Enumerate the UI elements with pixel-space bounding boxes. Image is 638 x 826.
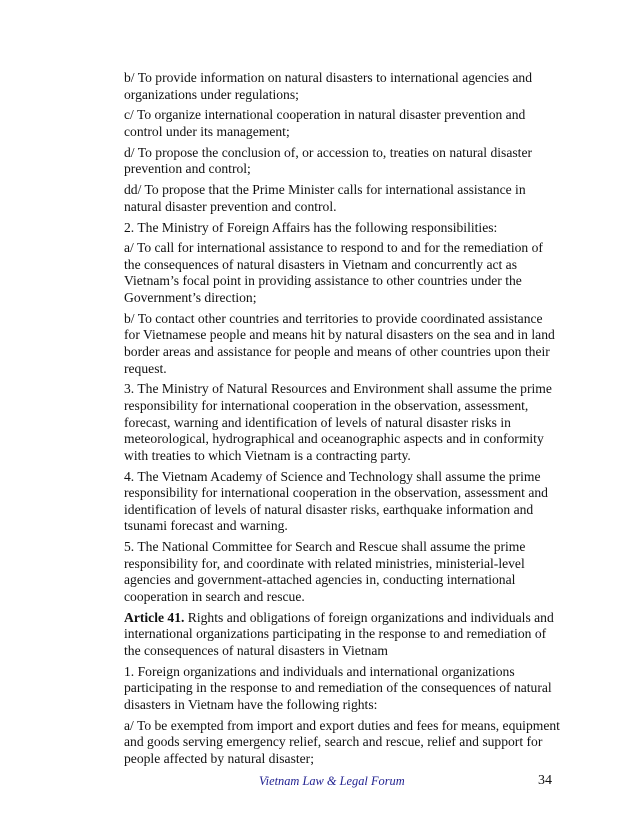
article-41-heading [124,610,560,660]
paragraph-1b-information: b/ To provide information on natural disasters to international agencies and organizations under regulations; [124,70,533,102]
paragraph-3-natural-resources: 3. The Ministry of Natural Resources and Environment shall assume the prime responsibility for international cooperation in the observation, assessment, forecast, warning and identification of levels of natural disaster risks in meteorological, hydrographical and oceanographic aspects and in conformity with treaties to which Vietnam is a contracting party. [124,381,552,463]
paragraph-2-foreign-affairs: 2. The Ministry of Foreign Affairs has the following responsibilities: [124,219,498,235]
paragraph-2a-call-assistance: a/ To call for international assistance to respond to and for the remediation of the consequences of natural disasters in Vietnam and concurrently act as Vietnam’s focal point in providing assistance to other countries under the Government’s direction; [124,240,543,306]
paragraph-4-academy: 4. The Vietnam Academy of Science and Technology shall assume the prime responsibility for international cooperation in the observation, assessment and identification of levels of natural disaster risks, earthquake information and tsunami forecast and warning. [124,468,548,534]
page-footer [0,774,638,794]
footer-publication-title: Vietnam Law & Legal Forum [259,774,405,788]
paragraph-1dd-assistance: dd/ To propose that the Prime Minister calls for international assistance in natural disaster prevention and control. [124,182,526,214]
page-number: 34 [538,773,552,788]
document-body [124,70,560,772]
paragraph-2b-contact-countries: b/ To contact other countries and territories to provide coordinated assistance for Vietnamese people and means hit by natural disasters on the sea and in land border areas and assistance for people and means of other countries upon their request. [124,310,555,376]
article-41-number: Article 41. [124,609,185,625]
paragraph-41-1a-exemption: a/ To be exempted from import and export duties and fees for means, equipment and goods serving emergency relief, search and rescue, relief and support for people affected by natural disaster; [124,717,560,766]
paragraph-41-1-rights: 1. Foreign organizations and individuals and international organizations participating in the response to and remediation of the consequences of natural disasters in Vietnam have the following rights: [124,663,552,712]
paragraph-1d-treaties: d/ To propose the conclusion of, or accession to, treaties on natural disaster prevention and control; [124,144,533,177]
paragraph-1c-cooperation: c/ To organize international cooperation in natural disaster prevention and control under its management; [124,107,526,139]
article-41-title: Rights and obligations of foreign organizations and individuals and international organizations participating in the response to and remediation of the consequences of natural disasters in Vietnam [124,609,554,658]
paragraph-5-search-rescue: 5. The National Committee for Search and Rescue shall assume the prime responsibility for, and coordinate with related ministries, ministerial-level agencies and government-attached agencies in, conducting international cooperation in search and rescue. [124,539,526,604]
